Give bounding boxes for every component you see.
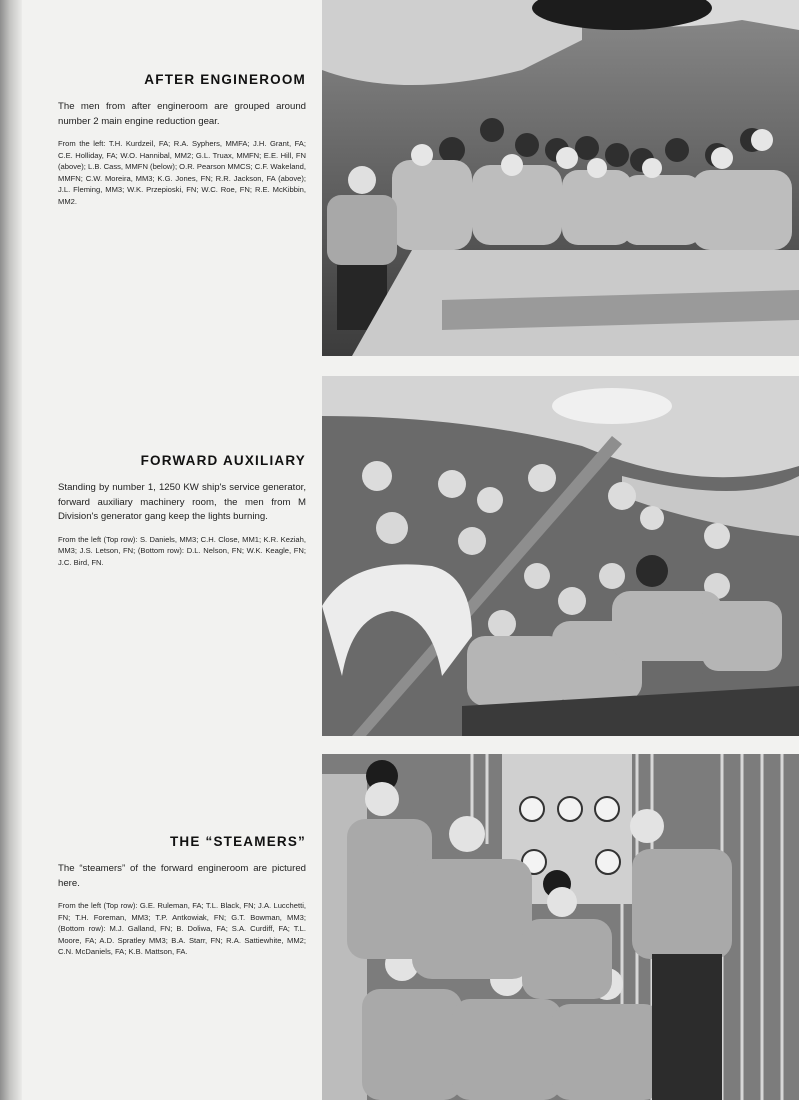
section-description: The “steamers” of the forward engineroom are pictured here. bbox=[58, 863, 306, 889]
section-credits: From the left: T.H. Kurdzeil, FA; R.A. Syphers, MMFA; J.H. Grant, FA; C.E. Holliday, FA; W.O. Hannibal, MM2; G.L. Truax, MMFN; E.E. Hill, FN (above); L.B. Cass, MMFN (below); O.R. Pearson MMCS; C.F. Wakeland, MMFN; C.W. Moreira, MM3; K.G. Jones, FN; R.R. Jackson, FA (above); J.L. Fleming, MM3; W.K. Przepioski, FN; W.C. Roe, FN; R.E. McKibbin, MM2. bbox=[58, 139, 306, 206]
photo-after-engineroom bbox=[322, 0, 799, 356]
section-after-engineroom bbox=[58, 72, 306, 208]
section-heading: AFTER ENGINEROOM bbox=[144, 72, 306, 87]
section-heading: THE “STEAMERS” bbox=[169, 834, 306, 849]
photo-steamers bbox=[322, 754, 799, 1100]
section-credits: From the left (Top row): S. Daniels, MM3; C.H. Close, MM1; K.R. Keziah, MM3; J.S. Letson, FN; (Bottom row): D.L. Nelson, FN; W.K. Keagle, FN; J.C. Bird, FN. bbox=[58, 534, 306, 567]
page-binding-shadow bbox=[0, 0, 22, 1100]
photo-forward-auxiliary bbox=[322, 376, 799, 736]
section-credits: From the left (Top row): G.E. Ruleman, FA; T.L. Black, FN; J.A. Lucchetti, FN; T.H. Foreman, MM3; T.P. Antkowiak, FN; G.T. Bowman, MM3; (Bottom row): M.J. Galland, FN; B. Doliwa, FA; S.A. Curdiff, FA; T.L. Moore, FA; A.D. Spratley MM3; B.A. Starr, FN; R.A. Sattiewhite, MM2; C.N. McDaniels, FA; K.B. Mattson, FA. bbox=[58, 901, 306, 957]
section-description: Standing by number 1, 1250 KW ship's service generator, forward auxiliary machinery room, the men from M Division's generator gang keep the lights burning. bbox=[58, 482, 306, 522]
section-forward-auxiliary bbox=[58, 453, 306, 568]
section-description: The men from after engineroom are grouped around number 2 main engine reduction gear. bbox=[58, 101, 306, 127]
section-steamers bbox=[58, 834, 306, 958]
section-heading: FORWARD AUXILIARY bbox=[140, 453, 306, 468]
